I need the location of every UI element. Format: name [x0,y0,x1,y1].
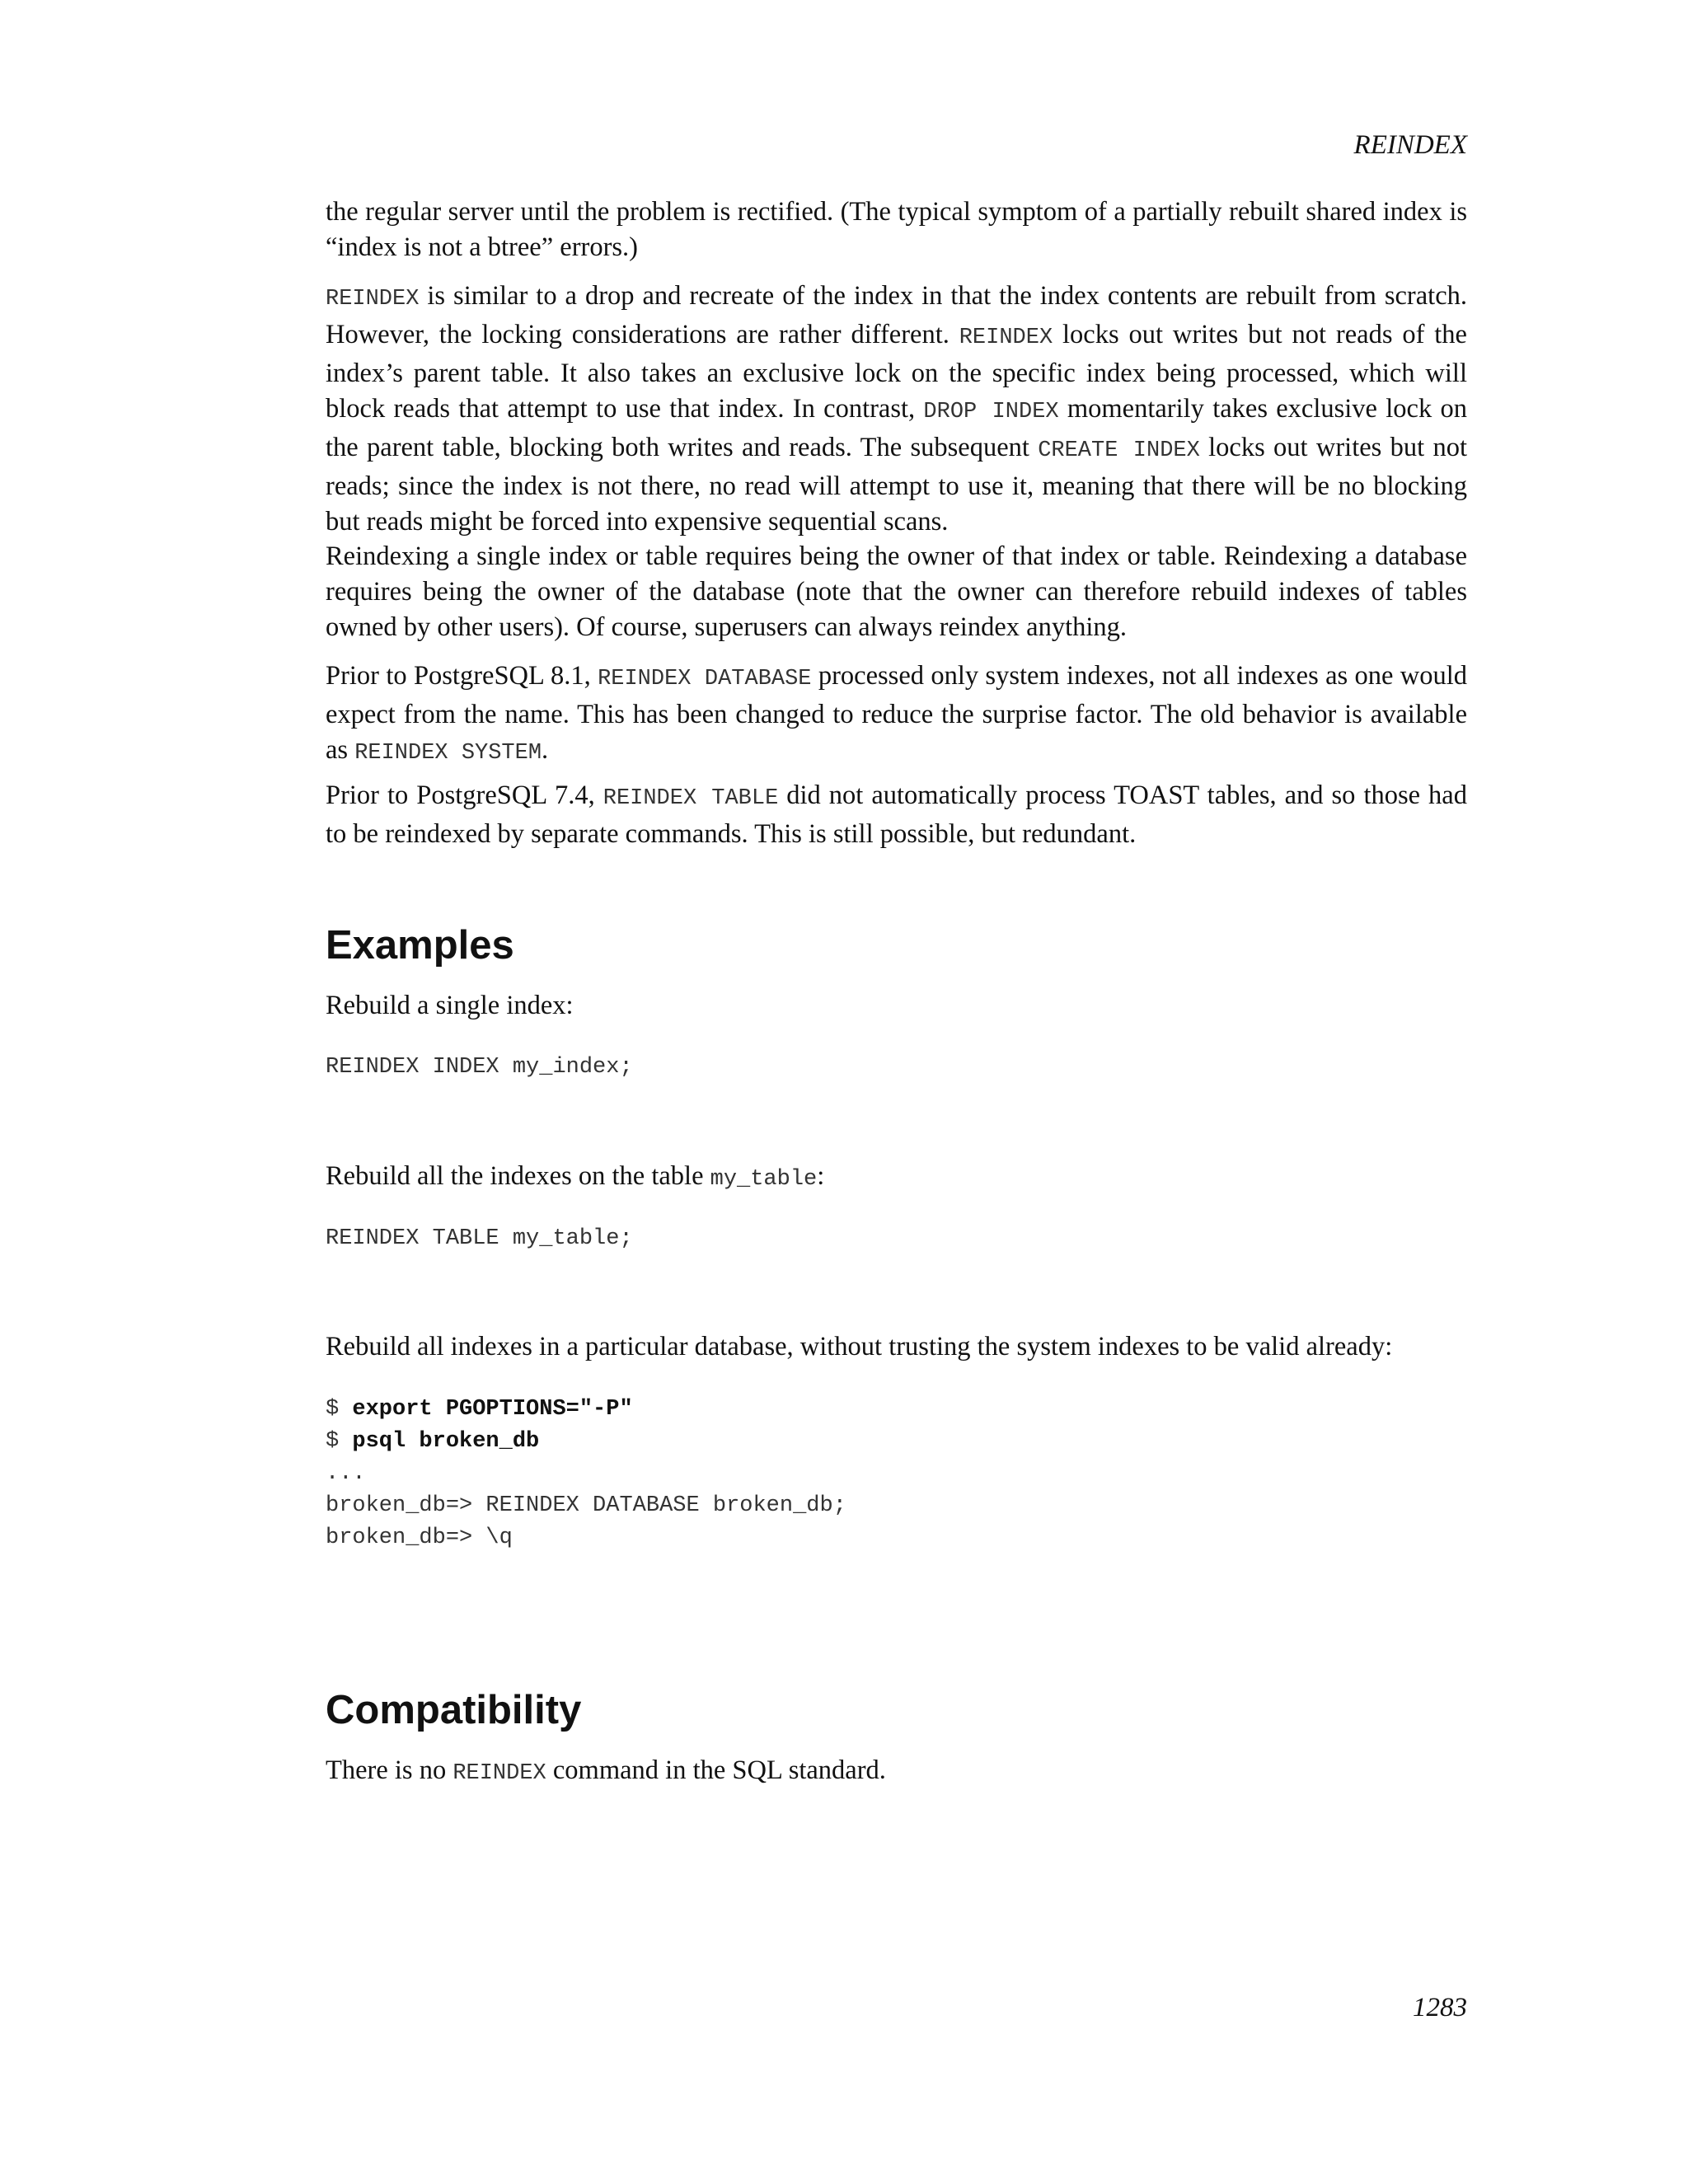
inline-code: CREATE INDEX [1038,438,1200,463]
paragraph-text: command in the SQL standard. [546,1755,886,1785]
code-block-reindex-database [326,1394,846,1554]
paragraph-text: Prior to PostgreSQL 8.1, [326,661,598,691]
paragraph-text: did not automatically process TOAST tables, and so those had to be reindexed by separate commands. This is still possible, but redundant. [326,780,1467,849]
code-line [326,1394,846,1426]
inline-code: REINDEX [959,326,1053,350]
paragraph-shared-index-symptom [326,194,1467,265]
paragraph-text: momentarily takes exclusive lock on the parent table, blocking both writes and reads. The subsequent [326,394,1467,462]
paragraph-locking [326,279,1467,540]
user-command: export PGOPTIONS="-P" [352,1397,633,1422]
code-line: broken_db=> \q [326,1526,513,1550]
inline-code: REINDEX DATABASE [598,667,812,691]
paragraph-text: There is no [326,1755,453,1785]
paragraph-history-74 [326,778,1467,852]
code-line: ... [326,1461,366,1486]
code-block-reindex-index: REINDEX INDEX my_index; [326,1055,633,1080]
example-intro-table [326,1159,1467,1197]
paragraph-history-81 [326,658,1467,771]
shell-prompt: $ [326,1429,353,1454]
inline-code: DROP INDEX [923,400,1059,424]
paragraph-text: locks out writes but not reads of the index’s parent table. It also takes an exclusive lock on the specific index being processed, which will block reads that attempt to use that index. In contrast, [326,320,1467,424]
inline-code: REINDEX [326,287,420,312]
section-heading-compatibility: Compatibility [326,1688,582,1732]
paragraph-compatibility [326,1753,1467,1792]
inline-code: REINDEX TABLE [603,786,779,811]
paragraph-text: Reindexing a single index or table requires being the owner of that index or table. Reindexing a database requires being the owner of the database (note that the owner can therefore rebuild indexes of tables owned by other users). Of course, superusers can always reindex anything. [326,541,1467,642]
paragraph-text: Rebuild all the indexes on the table [326,1161,710,1191]
inline-code: my_table [710,1167,818,1192]
page-number: 1283 [1413,1993,1467,2022]
code-line [326,1426,846,1458]
paragraph-text: : [817,1161,825,1191]
paragraph-text: Prior to PostgreSQL 7.4, [326,780,603,810]
paragraph-ownership [326,539,1467,645]
inline-code: REINDEX SYSTEM [354,741,542,766]
paragraph-text: is similar to a drop and recreate of the index in that the index contents are rebuilt from scratch. However, the locking considerations are rather different. [326,281,1467,349]
section-heading-examples: Examples [326,923,514,968]
running-header: REINDEX [1353,130,1467,160]
paragraph-text: the regular server until the problem is rectified. (The typical symptom of a partially rebuilt shared index is “index is not a btree” errors.) [326,197,1467,262]
paragraph-text: locks out writes but not reads; since the index is not there, no read will attempt to use it, meaning that there will be no blocking but reads might be forced into expensive sequential scans. [326,433,1467,537]
paragraph-text: Rebuild a single index: [326,991,574,1020]
paragraph-text: processed only system indexes, not all indexes as one would expect from the name. This has been changed to reduce the surprise factor. The old behavior is available as [326,661,1467,765]
inline-code: REINDEX [452,1761,546,1786]
user-command: psql broken_db [352,1429,540,1454]
example-intro-database [326,1329,1467,1365]
code-block-reindex-table: REINDEX TABLE my_table; [326,1226,633,1251]
paragraph-text: . [542,735,549,765]
paragraph-text: Rebuild all indexes in a particular database, without trusting the system indexes to be valid already: [326,1332,1393,1361]
code-line: broken_db=> REINDEX DATABASE broken_db; [326,1493,846,1518]
shell-prompt: $ [326,1397,353,1422]
example-intro-single-index [326,988,1467,1024]
